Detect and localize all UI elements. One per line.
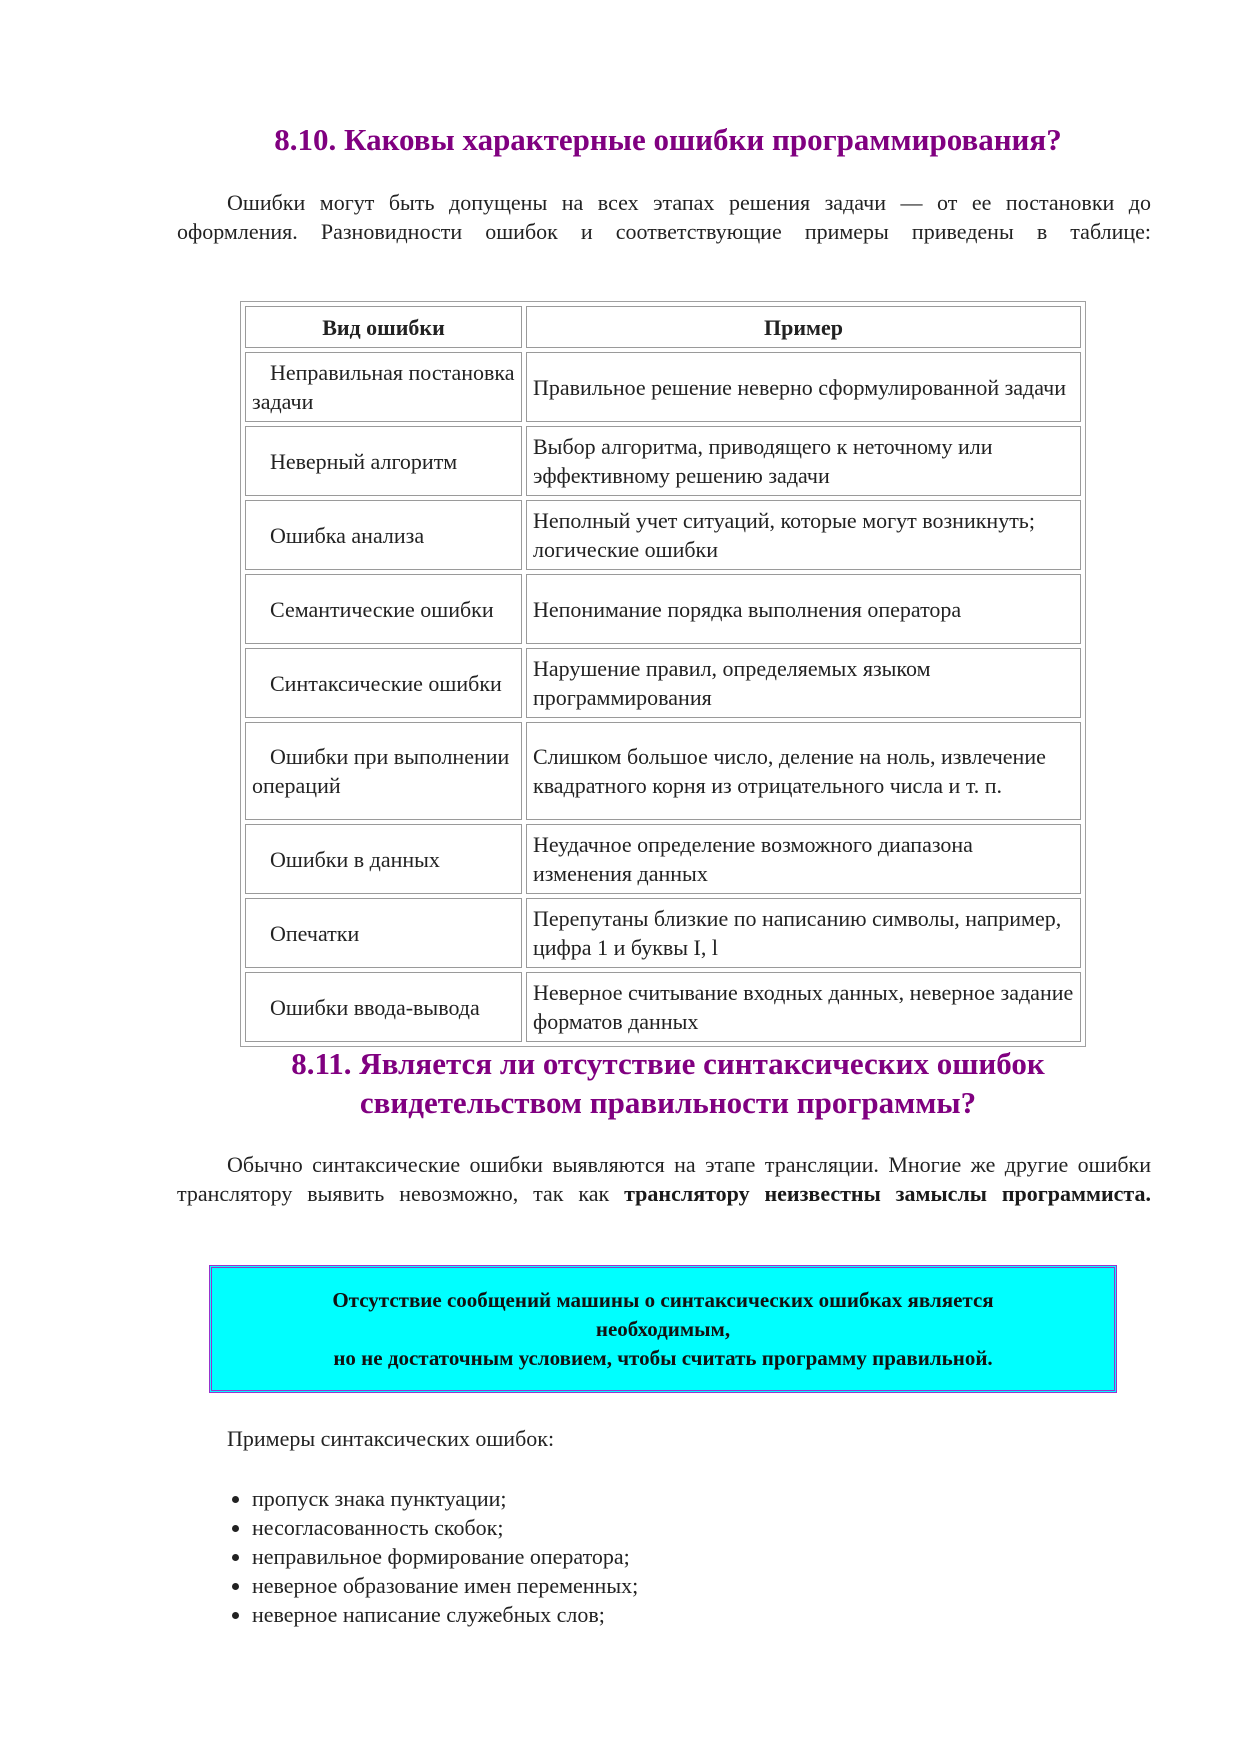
column-header-example: Пример — [526, 306, 1081, 348]
intro-bold-text: транслятору неизвестны замыслы программиста. — [624, 1181, 1151, 1206]
intro-plain-text: Обычно синтаксические ошибки выявляются на этапе трансляции. Многие же другие ошибки транслятору выявить невозможно, так как — [177, 1152, 1151, 1206]
table-row — [245, 722, 1081, 820]
table-row — [245, 426, 1081, 496]
table-row — [245, 898, 1081, 968]
syntax-error-examples-list — [190, 1484, 638, 1629]
examples-intro: Примеры синтаксических ошибок: — [227, 1426, 555, 1451]
error-kind-cell: Неправильная постановка задачи — [245, 352, 522, 422]
list-item: • неверное образование имен переменных; — [252, 1571, 638, 1600]
callout-line-3: но не достаточным условием, чтобы считать программу правильной. — [333, 1345, 993, 1370]
error-kind-cell: Ошибки в данных — [245, 824, 522, 894]
table-header-row — [245, 306, 1081, 348]
list-item: • неправильное формирование оператора; — [252, 1542, 638, 1571]
error-example-cell: Слишком большое число, деление на ноль, извлечение квадратного корня из отрицательного числа и т. п. — [526, 722, 1081, 820]
section-title-line-1: 8.11. Является ли отсутствие синтаксических ошибок — [291, 1046, 1045, 1081]
error-types-table — [240, 301, 1086, 1047]
error-example-cell: Неверное считывание входных данных, неверное задание форматов данных — [526, 972, 1081, 1042]
error-example-cell: Непонимание порядка выполнения оператора — [526, 574, 1081, 644]
table-row — [245, 500, 1081, 570]
error-example-cell: Неполный учет ситуаций, которые могут возникнуть; логические ошибки — [526, 500, 1081, 570]
error-example-cell: Нарушение правил, определяемых языком программирования — [526, 648, 1081, 718]
list-item: • пропуск знака пунктуации; — [252, 1484, 638, 1513]
error-example-cell: Перепутаны близкие по написанию символы, например, цифра 1 и буквы I, l — [526, 898, 1081, 968]
list-item: • неверное написание служебных слов; — [252, 1600, 638, 1629]
error-kind-cell: Ошибка анализа — [245, 500, 522, 570]
section-title-8-10: 8.10. Каковы характерные ошибки программирования? — [274, 122, 1062, 157]
table-row — [245, 352, 1081, 422]
error-kind-cell: Ошибки ввода-вывода — [245, 972, 522, 1042]
table-row — [245, 972, 1081, 1042]
highlight-callout — [209, 1265, 1117, 1393]
error-kind-cell: Семантические ошибки — [245, 574, 522, 644]
callout-line-2: необходимым, — [595, 1316, 731, 1341]
error-example-cell: Выбор алгоритма, приводящего к неточному или эффективному решению задачи — [526, 426, 1081, 496]
error-example-cell: Неудачное определение возможного диапазона изменения данных — [526, 824, 1081, 894]
error-kind-cell: Опечатки — [245, 898, 522, 968]
table-row — [245, 574, 1081, 644]
callout-line-1: Отсутствие сообщений машины о синтаксических ошибках является — [332, 1287, 994, 1312]
section-8-10-intro: Ошибки могут быть допущены на всех этапах решения задачи — от ее постановки до оформления. Разновидности ошибок и соответствующие примеры приведены в таблице: — [177, 190, 1151, 244]
error-kind-cell: Неверный алгоритм — [245, 426, 522, 496]
error-kind-cell: Синтаксические ошибки — [245, 648, 522, 718]
error-kind-cell: Ошибки при выполнении операций — [245, 722, 522, 820]
section-8-11-intro — [177, 1150, 1151, 1237]
table-row — [245, 824, 1081, 894]
section-title-8-11 — [230, 1044, 1106, 1122]
column-header-kind: Вид ошибки — [245, 306, 522, 348]
section-title-line-2: свидетельством правильности программы? — [359, 1085, 977, 1120]
table-row — [245, 648, 1081, 718]
error-example-cell: Правильное решение неверно сформулированной задачи — [526, 352, 1081, 422]
list-item: • несогласованность скобок; — [252, 1513, 638, 1542]
